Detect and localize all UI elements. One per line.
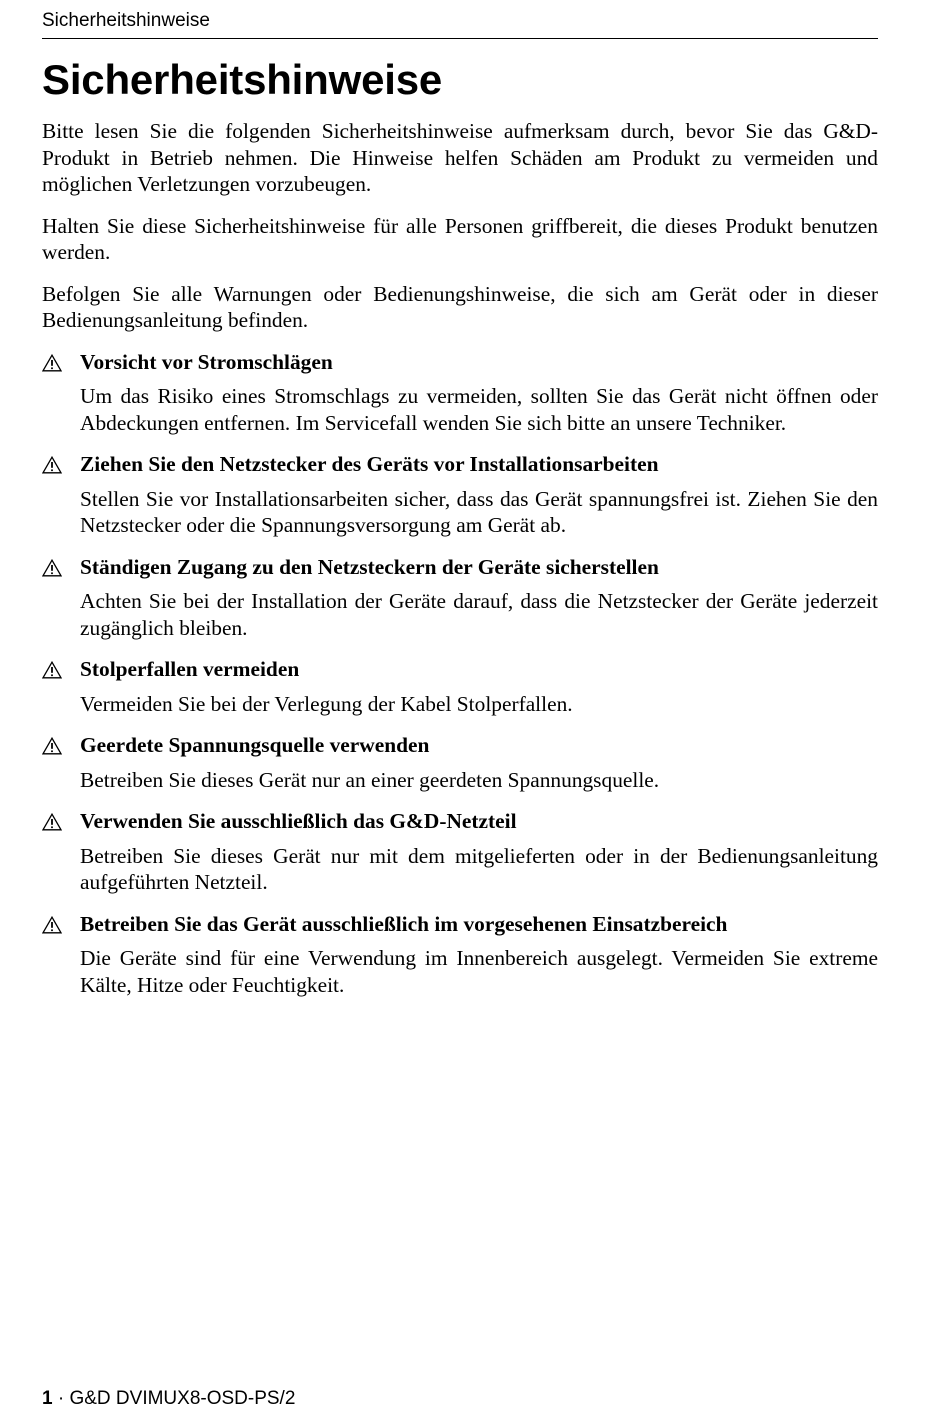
page-number: 1 xyxy=(42,1388,53,1409)
warning-triangle-icon xyxy=(42,456,62,474)
warning-item xyxy=(42,732,878,793)
warning-text: Achten Sie bei der Installation der Geräte darauf, dass die Netzstecker der Geräte jederzeit zugänglich bleiben. xyxy=(80,589,878,640)
warning-item xyxy=(42,451,878,539)
warning-triangle-icon xyxy=(42,661,62,679)
warning-title: Ständigen Zugang zu den Netzsteckern der Geräte sicherstellen xyxy=(80,554,659,579)
warning-title: Betreiben Sie das Gerät ausschließlich im vorgesehenen Einsatzbereich xyxy=(80,911,728,936)
warning-title: Geerdete Spannungsquelle verwenden xyxy=(80,733,430,757)
warning-item xyxy=(42,554,878,642)
warning-triangle-icon xyxy=(42,813,62,831)
page-title: Sicherheitshinweise xyxy=(42,56,443,103)
intro-paragraph: Bitte lesen Sie die folgenden Sicherheitshinweise aufmerksam durch, bevor Sie das G&D-Produkt in Betrieb nehmen. Die Hinweise helfen Schäden am Produkt zu vermeiden und möglichen Verletzungen vorzubeugen. xyxy=(42,119,878,196)
warning-triangle-icon xyxy=(42,737,62,755)
warning-item xyxy=(42,656,878,717)
warning-text: Die Geräte sind für eine Verwendung im Innenbereich ausgelegt. Vermeiden Sie extreme Kälte, Hitze oder Feuchtigkeit. xyxy=(80,946,878,997)
running-header: Sicherheitshinweise xyxy=(42,9,878,39)
warning-item xyxy=(42,349,878,437)
warning-title: Stolperfallen vermeiden xyxy=(80,657,300,681)
warning-title: Verwenden Sie ausschließlich das G&D-Netzteil xyxy=(80,809,517,833)
warning-triangle-icon xyxy=(42,559,62,577)
warning-text: Betreiben Sie dieses Gerät nur mit dem mitgelieferten oder in der Bedienungsanleitung aufgeführten Netzteil. xyxy=(80,843,878,894)
warning-triangle-icon xyxy=(42,916,62,934)
footer-separator: · xyxy=(52,1388,70,1409)
document-body xyxy=(42,118,878,1013)
intro-paragraph: Halten Sie diese Sicherheitshinweise für alle Personen griffbereit, die dieses Produkt benutzen werden. xyxy=(42,213,878,264)
warning-item xyxy=(42,808,878,896)
warning-item xyxy=(42,911,878,999)
warning-title: Ziehen Sie den Netzstecker des Geräts vor Installationsarbeiten xyxy=(80,452,659,476)
warning-triangle-icon xyxy=(42,354,62,372)
warning-text: Vermeiden Sie bei der Verlegung der Kabel Stolperfallen. xyxy=(80,691,573,716)
warning-text: Um das Risiko eines Stromschlags zu vermeiden, sollten Sie das Gerät nicht öffnen oder Abdeckungen entfernen. Im Servicefall wenden Sie sich bitte an unsere Techniker. xyxy=(80,384,878,435)
warning-text: Stellen Sie vor Installationsarbeiten sicher, dass das Gerät spannungsfrei ist. Ziehen Sie den Netzstecker oder die Spannungsversorgung am Gerät ab. xyxy=(80,486,878,537)
intro-paragraph: Befolgen Sie alle Warnungen oder Bedienungshinweise, die sich am Gerät oder in dieser Bedienungsanleitung befinden. xyxy=(42,281,878,332)
page-footer xyxy=(42,1387,295,1411)
warning-text: Betreiben Sie dieses Gerät nur an einer geerdeten Spannungsquelle. xyxy=(80,767,660,792)
footer-product: G&D DVIMUX8-OSD-PS/2 xyxy=(69,1388,296,1409)
warning-title: Vorsicht vor Stromschlägen xyxy=(80,349,333,374)
